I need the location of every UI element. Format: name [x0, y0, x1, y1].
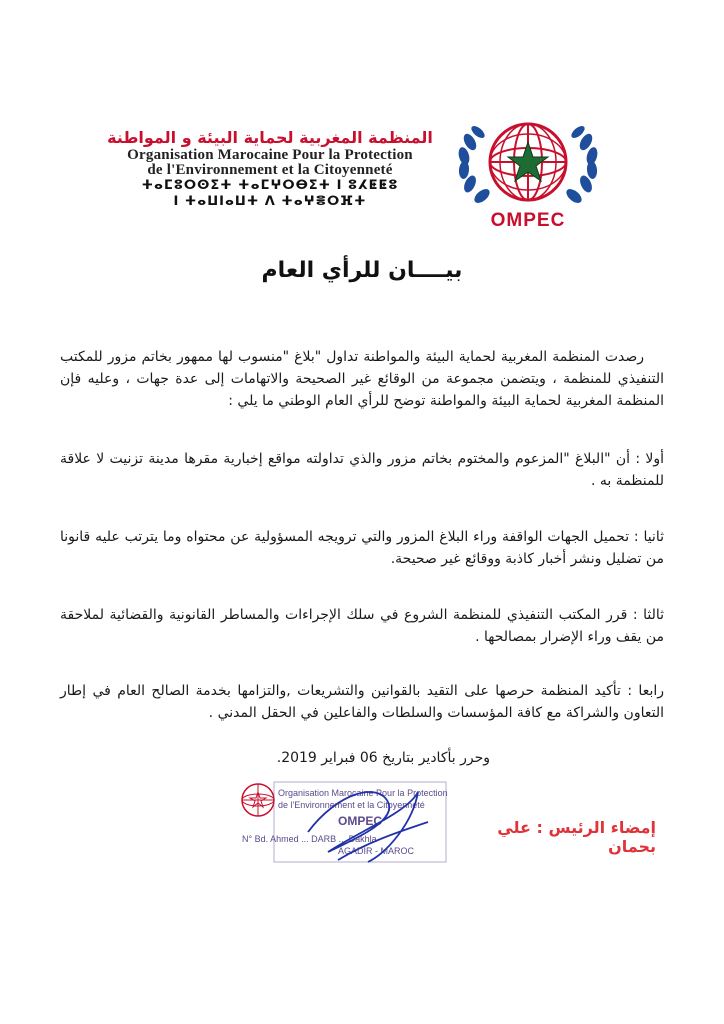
paragraph-first: أولا : أن "البلاغ "المزعوم والمختوم بخاتم مزور والذي تداولته مواقع إخبارية مقرها مدينة تزنيت لا علاقة للمنظمة به .	[60, 451, 664, 489]
ompec-logo	[448, 112, 608, 230]
paragraph-intro: رصدت المنظمة المغربية لحماية البيئة والمواطنة تداول "بلاغ "منسوب لها ممهور بخاتم مزور للمكتب التنفيذي للمنظمة ، ويتضمن مجموعة من الوقائع غير الصحيحة والاتهامات إلى عدة جهات ، وعليه فإن المنظمة المغربية لحماية البيئة والمواطنة توضح للرأي العام الوطني ما يلي :	[60, 349, 664, 409]
president-signature-label: إمضاء الرئيس : علي بحمان	[497, 818, 656, 856]
handwritten-signature	[238, 772, 448, 872]
letterhead	[0, 100, 724, 230]
org-name-tifinagh-line2: ⵏ ⵜⴰⵡⵏⴰⵡⵜ ⴷ ⵜⴰⵖⴻⵔⴼⵜ	[173, 194, 367, 209]
date-place-line: وحرر بأكادير بتاريخ 06 فبراير 2019.	[276, 750, 490, 766]
organization-name-block	[94, 128, 446, 210]
logo-acronym: OMPEC	[490, 210, 566, 231]
ompec-emblem-icon	[448, 112, 608, 212]
org-name-french-line1: Organisation Marocaine Pour la Protection	[127, 147, 413, 163]
official-stamp	[238, 772, 448, 872]
stamp-line-2: de l'Environnement et la Citoyenneté	[278, 800, 425, 810]
stamp-line-5: AGADIR - MAROC	[338, 846, 415, 856]
paragraph-second: ثانيا : تحميل الجهات الواقفة وراء البلاغ المزور والتي ترويجه المسؤولية عن محتواه وما يترتب عليه قانونا من تضليل ونشر أخبار كاذبة ووقائع غير صحيحة.	[60, 529, 664, 567]
stamp-line-1: Organisation Marocaine Pour la Protection	[278, 788, 448, 798]
statement-title: بيــــان للرأي العام	[261, 258, 463, 283]
paragraph-fourth: رابعا : تأكيد المنظمة حرصها على التقيد بالقوانين والتشريعات ,والتزامها بخدمة الصالح العام في إطار التعاون والشراكة مع كافة المؤسسات والسلطات والفاعلين في الحقل المدني .	[60, 683, 664, 721]
org-name-arabic: المنظمة المغربية لحماية البيئة و المواطنة	[107, 128, 433, 147]
org-name-tifinagh-line1: ⵜⴰⵎⵓⵔⵙⵉⵜ ⵜⴰⵎⵖⵔⴱⵉⵜ ⵏ ⵓⵃⵟⵟⵓ	[141, 178, 399, 193]
paragraph-third: ثالثا : قرر المكتب التنفيذي للمنظمة الشروع في سلك الإجراءات والمساطر القانونية والقضائية لملاحقة من يقف وراء الإضرار بمصالحها .	[60, 607, 664, 645]
stamp-line-3: OMPEC	[338, 816, 383, 827]
org-name-french-line2: de l'Environnement et la Citoyenneté	[147, 162, 393, 178]
stamp-line-4: N° Bd. Ahmed ... DARB ... Dakhla	[242, 834, 377, 844]
